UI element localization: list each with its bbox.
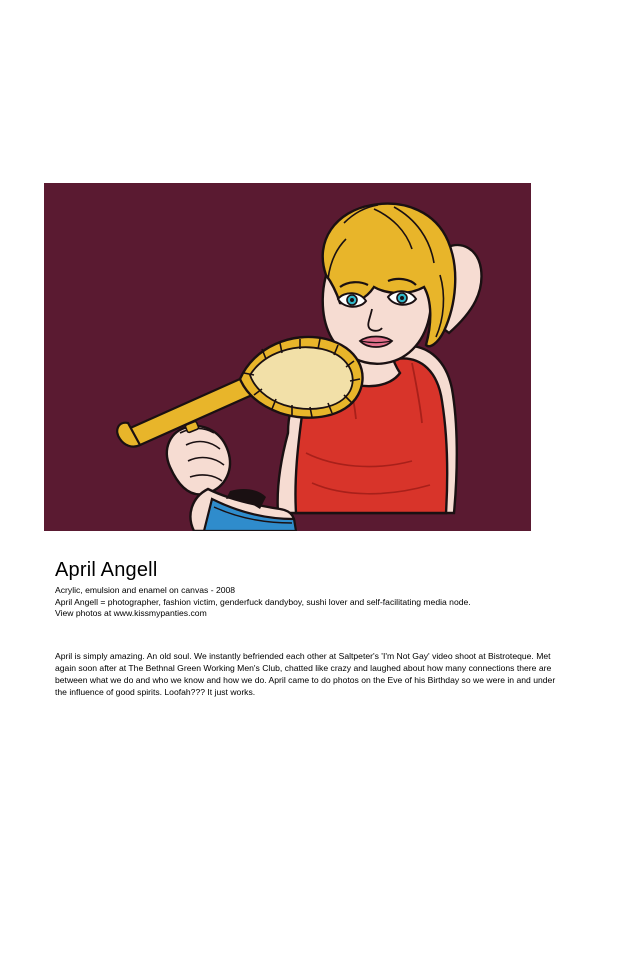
body-block <box>55 650 560 698</box>
description-line: April Angell = photographer, fashion victim, genderfuck dandyboy, sushi lover and self-facilitating media node. <box>55 596 471 607</box>
medium-line: Acrylic, emulsion and enamel on canvas - 2008 <box>55 585 236 595</box>
body-paragraph: April is simply amazing. An old soul. We instantly befriended each other at Saltpeter's 'I'm Not Gay' video shoot at Bistroteque. Met again soon after at The Bethnal Green Working Men's Club, chatted like crazy and laughed about how many connections there are between what we do and who we know and how we do. April came to do photos on the Eve of his Birthday so we were in and under the influence of good spirits. Loofah??? It just works. <box>55 651 556 697</box>
caption-block <box>55 558 555 620</box>
page-title: April Angell <box>55 559 158 581</box>
artwork-image <box>44 183 531 531</box>
link-line: View photos at www.kissmypanties.com <box>55 608 207 618</box>
